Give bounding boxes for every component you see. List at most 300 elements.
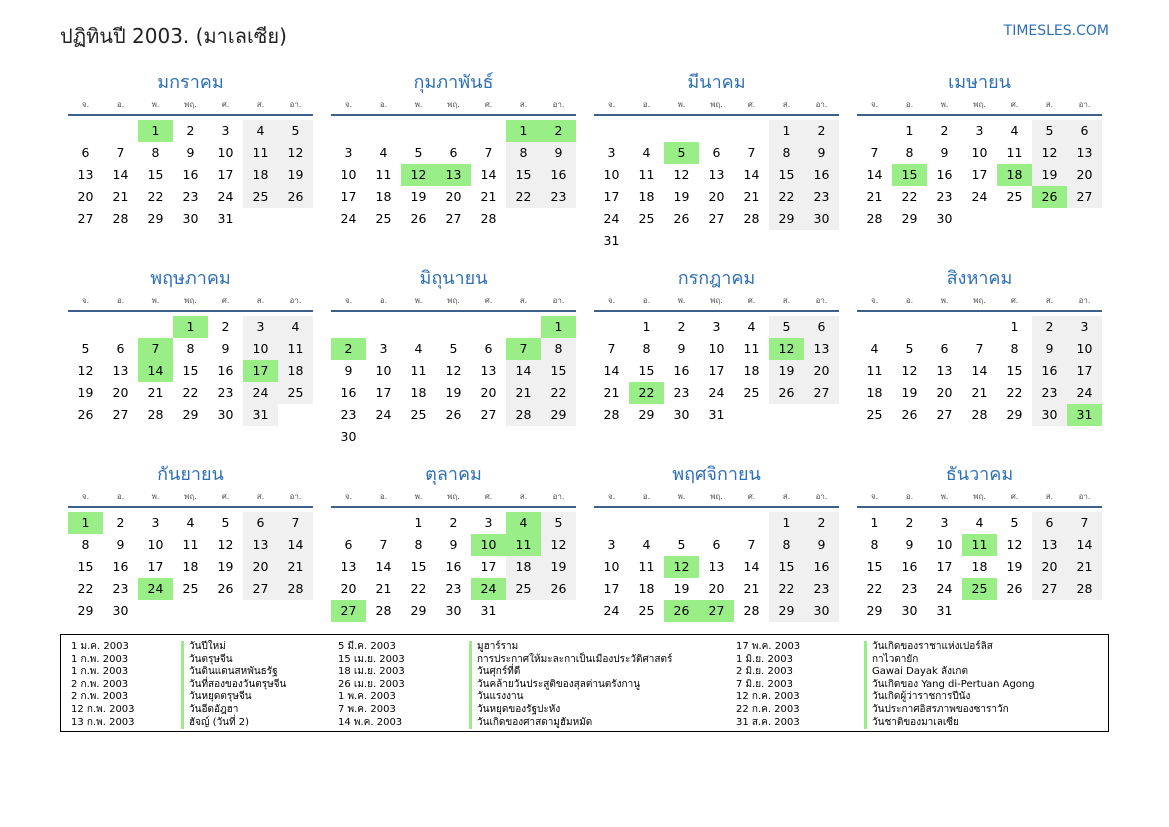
day-cell[interactable]: 15 [506,164,541,186]
day-cell[interactable]: 16 [182,167,199,182]
day-cell[interactable]: 25 [743,385,760,400]
day-cell[interactable]: 30 [901,603,918,618]
day-cell[interactable]: 8 [642,341,651,356]
day-cell[interactable]: 9 [940,145,949,160]
day-cell[interactable]: 18 [182,559,199,574]
day-cell[interactable]: 31 [603,233,620,248]
day-cell[interactable]: 9 [1032,338,1067,360]
day-cell[interactable]: 25 [638,603,655,618]
holiday-day-cell[interactable]: 13 [436,164,471,186]
day-cell[interactable]: 22 [901,189,918,204]
day-cell[interactable]: 20 [340,581,357,596]
day-cell[interactable]: 21 [112,189,129,204]
day-cell[interactable]: 24 [340,211,357,226]
day-cell[interactable]: 3 [607,537,616,552]
day-cell[interactable]: 14 [506,360,541,382]
day-cell[interactable]: 11 [638,167,655,182]
day-cell[interactable]: 21 [278,556,313,578]
day-cell[interactable]: 19 [278,164,313,186]
day-cell[interactable]: 29 [410,603,427,618]
day-cell[interactable]: 3 [243,316,278,338]
day-cell[interactable]: 30 [804,600,839,622]
day-cell[interactable]: 3 [940,515,949,530]
day-cell[interactable]: 15 [866,559,883,574]
day-cell[interactable]: 16 [217,363,234,378]
day-cell[interactable]: 14 [603,363,620,378]
day-cell[interactable]: 26 [541,578,576,600]
day-cell[interactable]: 14 [480,167,497,182]
day-cell[interactable]: 8 [870,537,879,552]
holiday-day-cell[interactable]: 31 [1067,404,1102,426]
day-cell[interactable]: 3 [484,515,493,530]
day-cell[interactable]: 23 [340,407,357,422]
holiday-day-cell[interactable]: 10 [471,534,506,556]
day-cell[interactable]: 30 [1032,404,1067,426]
day-cell[interactable]: 26 [1006,581,1023,596]
holiday-day-cell[interactable]: 18 [997,164,1032,186]
day-cell[interactable]: 14 [112,167,129,182]
day-cell[interactable]: 19 [769,360,804,382]
day-cell[interactable]: 7 [747,537,756,552]
day-cell[interactable]: 19 [901,385,918,400]
holiday-day-cell[interactable]: 15 [892,164,927,186]
day-cell[interactable]: 25 [278,382,313,404]
day-cell[interactable]: 12 [673,167,690,182]
day-cell[interactable]: 20 [804,360,839,382]
day-cell[interactable]: 23 [673,385,690,400]
day-cell[interactable]: 16 [445,559,462,574]
day-cell[interactable]: 18 [410,385,427,400]
day-cell[interactable]: 7 [607,341,616,356]
day-cell[interactable]: 20 [936,385,953,400]
holiday-day-cell[interactable]: 5 [664,142,699,164]
day-cell[interactable]: 19 [445,385,462,400]
day-cell[interactable]: 12 [217,537,234,552]
day-cell[interactable]: 16 [936,167,953,182]
day-cell[interactable]: 11 [410,363,427,378]
day-cell[interactable]: 6 [116,341,125,356]
day-cell[interactable]: 2 [804,512,839,534]
day-cell[interactable]: 4 [870,341,879,356]
day-cell[interactable]: 25 [866,407,883,422]
day-cell[interactable]: 18 [743,363,760,378]
day-cell[interactable]: 14 [743,559,760,574]
day-cell[interactable]: 14 [743,167,760,182]
day-cell[interactable]: 14 [971,363,988,378]
day-cell[interactable]: 23 [217,385,234,400]
day-cell[interactable]: 29 [901,211,918,226]
day-cell[interactable]: 2 [221,319,230,334]
day-cell[interactable]: 7 [870,145,879,160]
day-cell[interactable]: 21 [375,581,392,596]
day-cell[interactable]: 6 [1032,512,1067,534]
day-cell[interactable]: 25 [375,211,392,226]
day-cell[interactable]: 13 [708,559,725,574]
day-cell[interactable]: 19 [673,581,690,596]
day-cell[interactable]: 31 [480,603,497,618]
day-cell[interactable]: 10 [603,167,620,182]
day-cell[interactable]: 5 [221,515,230,530]
day-cell[interactable]: 30 [217,407,234,422]
day-cell[interactable]: 22 [866,581,883,596]
day-cell[interactable]: 11 [278,338,313,360]
day-cell[interactable]: 11 [375,167,392,182]
day-cell[interactable]: 26 [410,211,427,226]
day-cell[interactable]: 11 [743,341,760,356]
day-cell[interactable]: 10 [147,537,164,552]
day-cell[interactable]: 3 [221,123,230,138]
day-cell[interactable]: 28 [112,211,129,226]
day-cell[interactable]: 23 [804,186,839,208]
day-cell[interactable]: 16 [901,559,918,574]
day-cell[interactable]: 13 [804,338,839,360]
day-cell[interactable]: 2 [940,123,949,138]
day-cell[interactable]: 8 [769,534,804,556]
day-cell[interactable]: 8 [186,341,195,356]
day-cell[interactable]: 29 [541,404,576,426]
day-cell[interactable]: 8 [414,537,423,552]
day-cell[interactable]: 2 [449,515,458,530]
day-cell[interactable]: 19 [1006,559,1023,574]
day-cell[interactable]: 19 [77,385,94,400]
day-cell[interactable]: 9 [541,142,576,164]
day-cell[interactable]: 26 [445,407,462,422]
day-cell[interactable]: 13 [708,167,725,182]
day-cell[interactable]: 1 [905,123,914,138]
holiday-day-cell[interactable]: 1 [541,316,576,338]
day-cell[interactable]: 28 [971,407,988,422]
day-cell[interactable]: 3 [607,145,616,160]
day-cell[interactable]: 23 [936,189,953,204]
day-cell[interactable]: 27 [1032,578,1067,600]
day-cell[interactable]: 6 [449,145,458,160]
day-cell[interactable]: 17 [603,581,620,596]
day-cell[interactable]: 28 [743,211,760,226]
day-cell[interactable]: 7 [116,145,125,160]
day-cell[interactable]: 20 [243,556,278,578]
holiday-day-cell[interactable]: 11 [506,534,541,556]
day-cell[interactable]: 13 [480,363,497,378]
day-cell[interactable]: 27 [445,211,462,226]
day-cell[interactable]: 29 [182,407,199,422]
day-cell[interactable]: 15 [147,167,164,182]
day-cell[interactable]: 29 [866,603,883,618]
day-cell[interactable]: 28 [866,211,883,226]
day-cell[interactable]: 20 [708,581,725,596]
day-cell[interactable]: 6 [712,537,721,552]
day-cell[interactable]: 24 [603,603,620,618]
day-cell[interactable]: 12 [445,363,462,378]
day-cell[interactable]: 2 [677,319,686,334]
day-cell[interactable]: 16 [112,559,129,574]
holiday-day-cell[interactable]: 1 [173,316,208,338]
day-cell[interactable]: 23 [804,578,839,600]
day-cell[interactable]: 9 [344,363,353,378]
day-cell[interactable]: 16 [804,164,839,186]
day-cell[interactable]: 5 [81,341,90,356]
day-cell[interactable]: 9 [116,537,125,552]
day-cell[interactable]: 6 [344,537,353,552]
day-cell[interactable]: 9 [677,341,686,356]
day-cell[interactable]: 24 [936,581,953,596]
day-cell[interactable]: 16 [804,556,839,578]
day-cell[interactable]: 16 [541,164,576,186]
day-cell[interactable]: 23 [541,186,576,208]
day-cell[interactable]: 20 [708,189,725,204]
day-cell[interactable]: 13 [112,363,129,378]
day-cell[interactable]: 26 [901,407,918,422]
day-cell[interactable]: 28 [603,407,620,422]
day-cell[interactable]: 29 [77,603,94,618]
day-cell[interactable]: 17 [217,167,234,182]
day-cell[interactable]: 2 [186,123,195,138]
day-cell[interactable]: 6 [243,512,278,534]
day-cell[interactable]: 19 [673,189,690,204]
day-cell[interactable]: 7 [975,341,984,356]
day-cell[interactable]: 30 [936,211,953,226]
day-cell[interactable]: 28 [506,404,541,426]
day-cell[interactable]: 11 [1006,145,1023,160]
day-cell[interactable]: 29 [147,211,164,226]
day-cell[interactable]: 11 [243,142,278,164]
holiday-day-cell[interactable]: 25 [962,578,997,600]
holiday-day-cell[interactable]: 27 [331,600,366,622]
day-cell[interactable]: 22 [769,578,804,600]
day-cell[interactable]: 1 [414,515,423,530]
day-cell[interactable]: 2 [804,120,839,142]
day-cell[interactable]: 6 [484,341,493,356]
day-cell[interactable]: 23 [112,581,129,596]
holiday-day-cell[interactable]: 1 [68,512,103,534]
holiday-day-cell[interactable]: 24 [471,578,506,600]
day-cell[interactable]: 3 [712,319,721,334]
day-cell[interactable]: 27 [708,211,725,226]
day-cell[interactable]: 15 [182,363,199,378]
day-cell[interactable]: 2 [1032,316,1067,338]
day-cell[interactable]: 28 [480,211,497,226]
day-cell[interactable]: 3 [344,145,353,160]
day-cell[interactable]: 17 [708,363,725,378]
day-cell[interactable]: 6 [81,145,90,160]
day-cell[interactable]: 19 [1032,164,1067,186]
day-cell[interactable]: 13 [77,167,94,182]
day-cell[interactable]: 20 [1067,164,1102,186]
day-cell[interactable]: 20 [480,385,497,400]
day-cell[interactable]: 30 [340,429,357,444]
day-cell[interactable]: 15 [77,559,94,574]
day-cell[interactable]: 1 [769,120,804,142]
day-cell[interactable]: 25 [1006,189,1023,204]
day-cell[interactable]: 15 [410,559,427,574]
day-cell[interactable]: 13 [340,559,357,574]
holiday-day-cell[interactable]: 24 [138,578,173,600]
day-cell[interactable]: 1 [1010,319,1019,334]
day-cell[interactable]: 10 [243,338,278,360]
day-cell[interactable]: 25 [638,211,655,226]
day-cell[interactable]: 12 [278,142,313,164]
day-cell[interactable]: 4 [379,145,388,160]
day-cell[interactable]: 30 [804,208,839,230]
day-cell[interactable]: 5 [449,341,458,356]
day-cell[interactable]: 13 [1067,142,1102,164]
day-cell[interactable]: 24 [375,407,392,422]
day-cell[interactable]: 9 [804,534,839,556]
day-cell[interactable]: 4 [1010,123,1019,138]
day-cell[interactable]: 16 [1032,360,1067,382]
holiday-day-cell[interactable]: 26 [664,600,699,622]
day-cell[interactable]: 17 [936,559,953,574]
day-cell[interactable]: 30 [182,211,199,226]
day-cell[interactable]: 28 [1067,578,1102,600]
day-cell[interactable]: 22 [77,581,94,596]
day-cell[interactable]: 6 [1067,120,1102,142]
day-cell[interactable]: 19 [217,559,234,574]
day-cell[interactable]: 6 [712,145,721,160]
day-cell[interactable]: 24 [217,189,234,204]
day-cell[interactable]: 9 [804,142,839,164]
day-cell[interactable]: 1 [769,512,804,534]
day-cell[interactable]: 14 [278,534,313,556]
day-cell[interactable]: 15 [769,164,804,186]
day-cell[interactable]: 8 [769,142,804,164]
holiday-day-cell[interactable]: 26 [1032,186,1067,208]
day-cell[interactable]: 5 [677,537,686,552]
site-link[interactable]: TIMESLES.COM [1003,23,1109,39]
day-cell[interactable]: 28 [375,603,392,618]
day-cell[interactable]: 4 [642,537,651,552]
day-cell[interactable]: 27 [112,407,129,422]
day-cell[interactable]: 1 [870,515,879,530]
day-cell[interactable]: 16 [673,363,690,378]
day-cell[interactable]: 17 [375,385,392,400]
day-cell[interactable]: 15 [769,556,804,578]
day-cell[interactable]: 29 [769,208,804,230]
day-cell[interactable]: 26 [217,581,234,596]
holiday-day-cell[interactable]: 2 [541,120,576,142]
day-cell[interactable]: 20 [1032,556,1067,578]
holiday-day-cell[interactable]: 7 [506,338,541,360]
day-cell[interactable]: 10 [340,167,357,182]
day-cell[interactable]: 18 [866,385,883,400]
day-cell[interactable]: 23 [182,189,199,204]
day-cell[interactable]: 17 [603,189,620,204]
day-cell[interactable]: 8 [1010,341,1019,356]
day-cell[interactable]: 22 [769,186,804,208]
day-cell[interactable]: 22 [541,382,576,404]
day-cell[interactable]: 12 [77,363,94,378]
day-cell[interactable]: 4 [278,316,313,338]
day-cell[interactable]: 22 [1006,385,1023,400]
holiday-day-cell[interactable]: 27 [699,600,734,622]
day-cell[interactable]: 24 [603,211,620,226]
day-cell[interactable]: 5 [414,145,423,160]
day-cell[interactable]: 8 [541,338,576,360]
day-cell[interactable]: 7 [747,145,756,160]
day-cell[interactable]: 17 [1067,360,1102,382]
day-cell[interactable]: 17 [340,189,357,204]
day-cell[interactable]: 8 [506,142,541,164]
day-cell[interactable]: 15 [541,360,576,382]
day-cell[interactable]: 10 [603,559,620,574]
holiday-day-cell[interactable]: 14 [138,360,173,382]
day-cell[interactable]: 6 [804,316,839,338]
day-cell[interactable]: 22 [147,189,164,204]
day-cell[interactable]: 7 [484,145,493,160]
day-cell[interactable]: 10 [375,363,392,378]
day-cell[interactable]: 27 [480,407,497,422]
day-cell[interactable]: 18 [506,556,541,578]
day-cell[interactable]: 21 [743,581,760,596]
day-cell[interactable]: 21 [866,189,883,204]
day-cell[interactable]: 28 [743,603,760,618]
day-cell[interactable]: 20 [445,189,462,204]
day-cell[interactable]: 29 [1006,407,1023,422]
day-cell[interactable]: 5 [541,512,576,534]
day-cell[interactable]: 17 [971,167,988,182]
holiday-day-cell[interactable]: 4 [506,512,541,534]
day-cell[interactable]: 23 [445,581,462,596]
day-cell[interactable]: 29 [638,407,655,422]
day-cell[interactable]: 22 [410,581,427,596]
day-cell[interactable]: 13 [1032,534,1067,556]
day-cell[interactable]: 30 [112,603,129,618]
holiday-day-cell[interactable]: 1 [138,120,173,142]
holiday-day-cell[interactable]: 7 [138,338,173,360]
day-cell[interactable]: 18 [375,189,392,204]
day-cell[interactable]: 27 [77,211,94,226]
day-cell[interactable]: 31 [217,211,234,226]
day-cell[interactable]: 4 [642,145,651,160]
day-cell[interactable]: 18 [243,164,278,186]
day-cell[interactable]: 26 [769,382,804,404]
day-cell[interactable]: 23 [1032,382,1067,404]
day-cell[interactable]: 8 [151,145,160,160]
day-cell[interactable]: 30 [673,407,690,422]
day-cell[interactable]: 9 [186,145,195,160]
day-cell[interactable]: 12 [1032,142,1067,164]
day-cell[interactable]: 2 [905,515,914,530]
day-cell[interactable]: 3 [1067,316,1102,338]
day-cell[interactable]: 14 [375,559,392,574]
day-cell[interactable]: 16 [340,385,357,400]
day-cell[interactable]: 30 [445,603,462,618]
day-cell[interactable]: 24 [1067,382,1102,404]
day-cell[interactable]: 4 [243,120,278,142]
day-cell[interactable]: 21 [743,189,760,204]
day-cell[interactable]: 18 [278,360,313,382]
day-cell[interactable]: 8 [905,145,914,160]
day-cell[interactable]: 28 [147,407,164,422]
day-cell[interactable]: 10 [936,537,953,552]
day-cell[interactable]: 21 [971,385,988,400]
day-cell[interactable]: 31 [243,404,278,426]
day-cell[interactable]: 18 [638,581,655,596]
day-cell[interactable]: 18 [638,189,655,204]
day-cell[interactable]: 26 [278,186,313,208]
day-cell[interactable]: 12 [541,534,576,556]
day-cell[interactable]: 6 [940,341,949,356]
day-cell[interactable]: 25 [243,186,278,208]
day-cell[interactable]: 13 [936,363,953,378]
day-cell[interactable]: 26 [673,211,690,226]
day-cell[interactable]: 28 [278,578,313,600]
day-cell[interactable]: 3 [151,515,160,530]
holiday-day-cell[interactable]: 2 [331,338,366,360]
day-cell[interactable]: 18 [971,559,988,574]
day-cell[interactable]: 4 [975,515,984,530]
holiday-day-cell[interactable]: 22 [629,382,664,404]
day-cell[interactable]: 24 [243,382,278,404]
